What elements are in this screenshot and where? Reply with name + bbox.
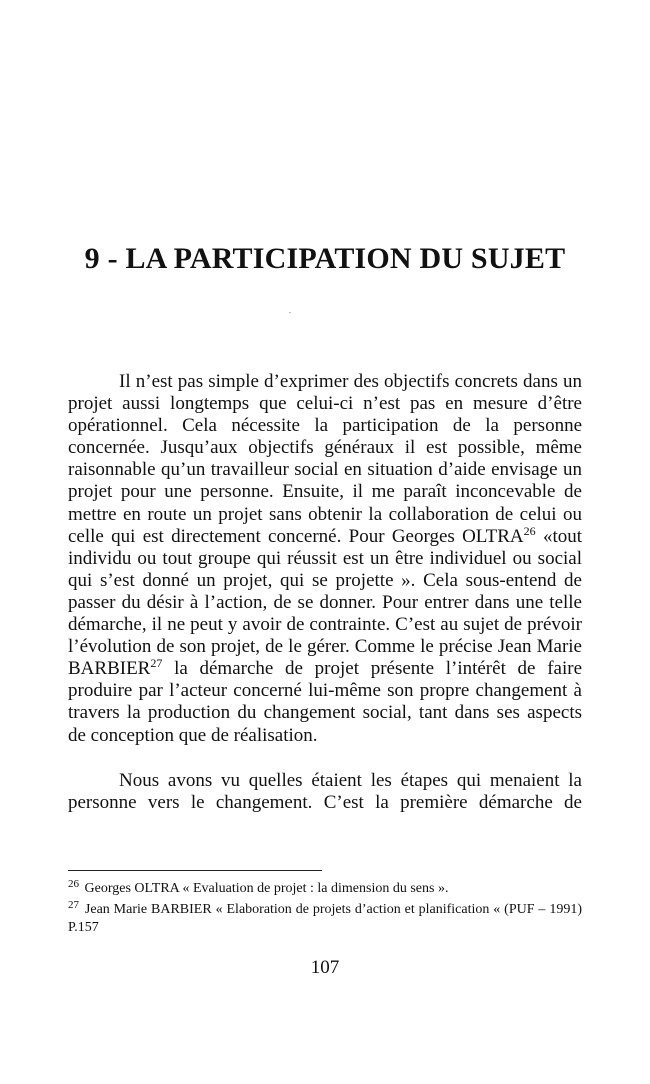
- body-paragraph-2-container: [68, 770, 582, 814]
- footnote-27-text: Jean Marie BARBIER « Elaboration de projets d’action et planification « (PUF – 1991) P.157: [68, 901, 582, 935]
- footnote-reference-26[interactable]: 26: [523, 523, 536, 538]
- footnote-number-27: 27: [68, 898, 79, 911]
- footnote-26-text: Georges OLTRA « Evaluation de projet : la dimension du sens ».: [81, 881, 449, 896]
- paragraph-1-text-part-2: «tout individu ou tout groupe qui réussit est un être individuel ou social qui s’est donné un projet, qui se projette ». Cela sous-entend de passer du désir à l’action, de se donner. Pour entrer dans une telle démarche, il ne peut y avoir de contrainte. C’est au sujet de prévoir l’évolution de son projet, de le gérer. Comme le précise Jean Marie BARBIER: [68, 525, 582, 680]
- body-paragraph-1-container: [68, 371, 582, 747]
- footnotes-section: [68, 880, 582, 940]
- footnote-26: [68, 880, 582, 899]
- body-paragraph-2: Nous avons vu quelles étaient les étapes qui menaient la personne vers le changement. C’est la première démarche de: [68, 770, 582, 814]
- footnote-reference-27[interactable]: 27: [150, 656, 163, 671]
- paragraph-1-text-part-1: Il n’est pas simple d’exprimer des objectifs concrets dans un projet aussi longtemps que celui-ci n’est pas en mesure d’être opérationnel. Cela nécessite la participation de la personne concernée. Jusqu’aux objectifs généraux il est possible, même raisonnable qu’un travailleur social en situation d’aide envisage un projet pour une personne. Ensuite, il me paraît inconcevable de mettre en route un projet sans obtenir la collaboration de celui ou celle qui est directement concerné. Pour Georges OLTRA: [68, 371, 582, 547]
- paragraph-1-text-part-3: la démarche de projet présente l’intérêt de faire produire par l’acteur concerné lui-même son propre changement à travers la production du changement social, tant dans ses aspects de conception que de réalisation.: [68, 658, 582, 746]
- footnote-27: [68, 898, 582, 938]
- footnote-number-26: 26: [68, 878, 79, 890]
- body-paragraph-1: [68, 371, 582, 747]
- chapter-title: 9 - LA PARTICIPATION DU SUJET: [84, 242, 566, 275]
- footnote-separator-rule: [68, 870, 322, 871]
- page-number: 107: [310, 957, 340, 978]
- scan-speck: [289, 312, 291, 313]
